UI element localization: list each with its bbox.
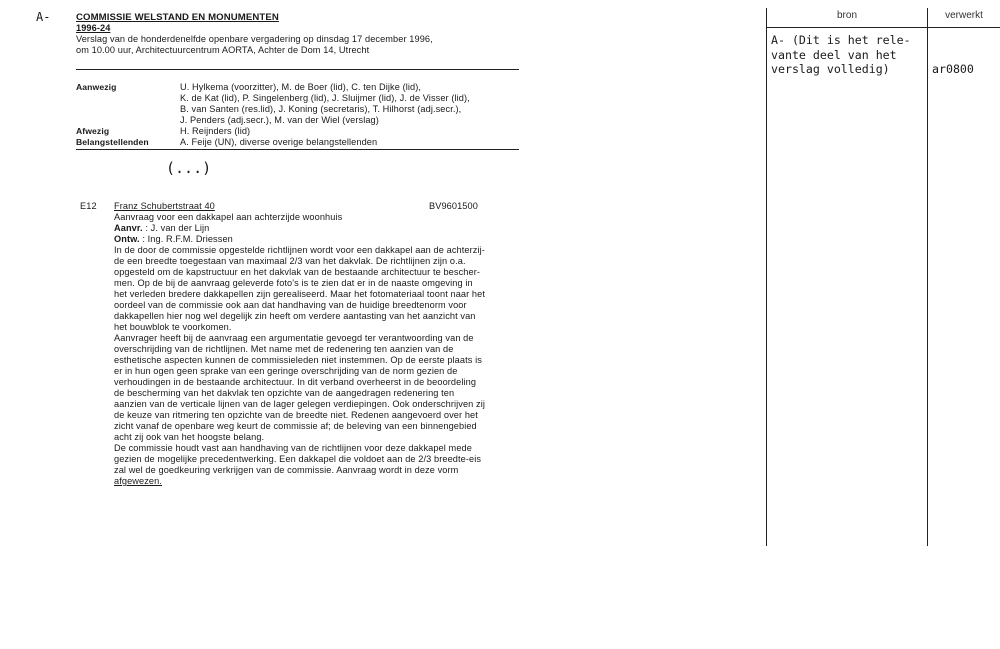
- absent-value: H. Reijnders (lid): [180, 126, 251, 136]
- header-divider: [76, 69, 519, 70]
- present-line: J. Penders (adj.secr.), M. van der Wiel (verslag): [180, 115, 379, 125]
- stakeholders-label: Belangstellenden: [76, 137, 149, 147]
- body-line: het verleden bredere dakkapellen zijn gerealiseerd. Maar het fotomateriaal toont naar het: [114, 289, 486, 299]
- body-line: de een breedte toegestaan van maximaal 2/3 van het dakvlak. De richtlijnen zijn o.a.: [114, 256, 466, 266]
- applicant-label: Aanvr.: [114, 223, 143, 233]
- absent-label: Afwezig: [76, 126, 110, 136]
- source-note-line: vante deel van het: [771, 47, 897, 62]
- body-line: verhoudingen in de bestaande architectuur. In dit verband overheerst in de beoordeling: [114, 377, 477, 387]
- item-body: [114, 212, 524, 487]
- body-line: dakkapellen hier nog wel degelijk zin heeft om verdere aantasting van het aanzicht van: [114, 311, 476, 321]
- body-line: esthetische aspecten kunnen de commissieleden niet instemmen. Op de eerste plaats is: [114, 355, 482, 365]
- item-subject: Aanvraag voor een dakkapel aan achterzijde woonhuis: [114, 212, 343, 222]
- designer-value: : Ing. R.F.M. Driessen: [142, 234, 233, 244]
- header-line-1: Verslag van de honderdenelfde openbare vergadering op dinsdag 17 december 1996,: [76, 34, 433, 44]
- omission-ellipsis: (...): [166, 159, 212, 177]
- committee-title: COMMISSIE WELSTAND EN MONUMENTEN: [76, 12, 279, 23]
- form-left-border: [766, 8, 767, 546]
- source-note: [771, 33, 911, 77]
- body-line: overschrijding van de richtlijnen. Met name met de redenering ten aanzien van de: [114, 344, 454, 354]
- body-line: In de door de commissie opgestelde richtlijnen wordt voor een dakkapel aan de achterzij-: [114, 245, 485, 255]
- body-line: zal wel de goedkeuring verkrijgen van de commissie. Aanvraag wordt in deze vorm: [114, 465, 459, 475]
- decision-word: afgewezen.: [114, 476, 162, 486]
- body-line: het bouwblok te voorkomen.: [114, 322, 232, 332]
- body-line: er in hun ogen geen sprake van een geringe overschrijding van de norm gezien de: [114, 366, 458, 376]
- body-line: de keuze van ritmering ten opzichte van de breedte niet. Redenen aangevoerd over het: [114, 410, 478, 420]
- form-header-divider: [766, 27, 1000, 28]
- header-line-2: om 10.00 uur, Architectuurcentrum AORTA, Achter de Dom 14, Utrecht: [76, 45, 370, 55]
- applicant-value: : J. van der Lijn: [145, 223, 210, 233]
- body-line: Aanvrager heeft bij de aanvraag een argumentatie gevoegd ter verantwoording van de: [114, 333, 474, 343]
- body-line: de bescherming van het dakvlak ten opzichte van de aangedragen redenering ten: [114, 388, 455, 398]
- designer-label: Ontw.: [114, 234, 140, 244]
- document-header: [76, 12, 433, 56]
- stakeholders-value: A. Feije (UN), diverse overige belangstellenden: [180, 137, 378, 147]
- present-label: Aanwezig: [76, 82, 117, 92]
- column-header-bron: bron: [836, 10, 857, 21]
- body-line: zicht vanaf de openbare weg keurt de commissie af; de beleving van een binnengebied: [114, 421, 477, 431]
- report-number: 1996-24: [76, 23, 111, 33]
- processed-code: ar0800: [932, 62, 974, 76]
- body-line: opgesteld om de kapstructuur en het dakvlak van de bestaande architectuur te bescher-: [114, 267, 481, 277]
- column-header-verwerkt: verwerkt: [945, 10, 983, 21]
- item-reference: BV9601500: [429, 201, 478, 211]
- present-line: K. de Kat (lid), P. Singelenberg (lid), J. Sluijmer (lid), J. de Visser (lid),: [180, 93, 470, 103]
- left-marker: A-: [36, 10, 51, 24]
- body-line: acht zij ook van het hoogste belang.: [114, 432, 265, 442]
- present-line: U. Hylkema (voorzitter), M. de Boer (lid), C. ten Dijke (lid),: [180, 82, 422, 92]
- item-code: E12: [80, 201, 97, 211]
- body-line: De commissie houdt vast aan handhaving van de richtlijnen voor deze dakkapel mede: [114, 443, 472, 453]
- body-line: men. Op de bij de aanvraag geleverde foto's is te zien dat er in de naaste omgeving in: [114, 278, 473, 288]
- attendance-divider: [76, 149, 519, 150]
- present-line: B. van Santen (res.lid), J. Koning (secretaris), T. Hilhorst (adj.secr.),: [180, 104, 462, 114]
- body-line: gezien de mogelijke precedentwerking. Een dakkapel die voldoet aan de 2/3 breedte-eis: [114, 454, 482, 464]
- item-address: Franz Schubertstraat 40: [114, 201, 215, 211]
- source-note-line: verslag volledig): [771, 62, 890, 76]
- form-column-divider: [927, 8, 928, 546]
- attendance-block: [76, 82, 520, 150]
- body-line: oordeel van de commissie ook aan dat handhaving van de huidige breedtenorm voor: [114, 300, 467, 310]
- body-line: aanzien van de verticale lijnen van de lager gelegen verdiepingen. Ook onderschrijven zij: [114, 399, 486, 409]
- source-note-line: A- (Dit is het rele-: [771, 33, 911, 47]
